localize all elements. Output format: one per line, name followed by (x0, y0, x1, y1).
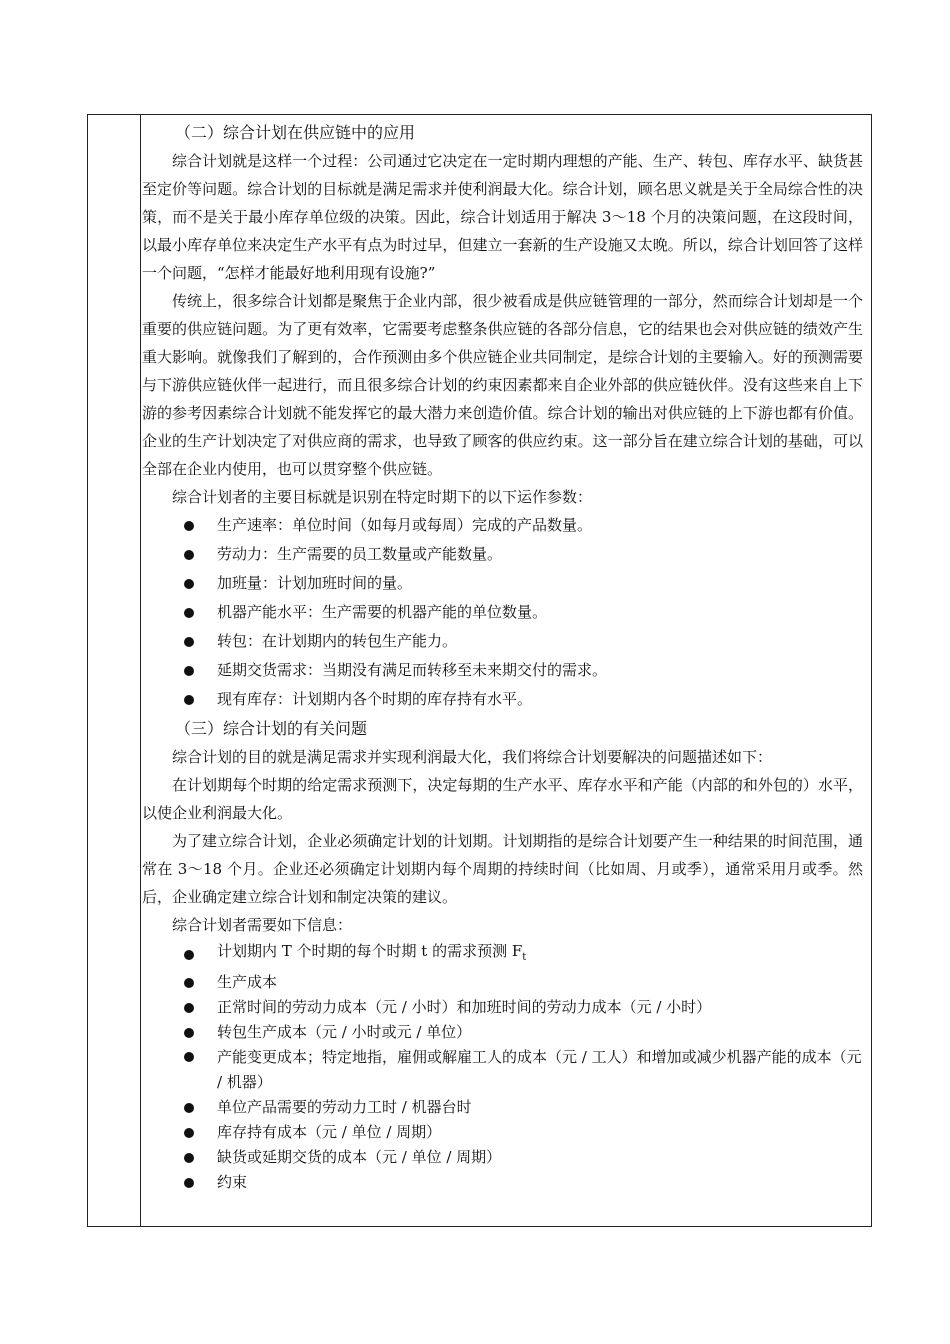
bullet-icon (184, 637, 194, 647)
paragraph: 传统上，很多综合计划都是聚焦于企业内部，很少被看成是供应链管理的一部分，然而综合计划却是一个重要的供应链问题。为了更有效率，它需要考虑整条供应链的各部分信息，它的结果也会对供应链的绩效产生重大影响。就像我们了解到的，合作预测由多个供应链企业共同制定，是综合计划的主要输入。好的预测需要与下游供应链伙伴一起进行，而且很多综合计划的约束因素都来自企业外部的供应链伙伴。没有这些来自上下游的参考因素综合计划就不能发挥它的最大潜力来创造价值。综合计划的输出对供应链的上下游也都有价值。企业的生产计划决定了对供应商的需求，也导致了顾客的供应约束。这一部分旨在建立综合计划的基础，可以全部在企业内使用，也可以贯穿整个供应链。 (142, 292, 863, 478)
paragraph: 为了建立综合计划，企业必须确定计划的计划期。计划期指的是综合计划要产生一种结果的时间范围，通常在 3～18 个月。企业还必须确定计划期内每个周期的持续时间（比如周、月或季），通常采用月或季。然后，企业确定建立综合计划和制定决策的建议。 (142, 832, 863, 906)
paragraph: 综合计划者需要如下信息： (172, 916, 353, 934)
paragraph: 综合计划者的主要目标就是识别在特定时期下的以下运作参数： (172, 488, 593, 506)
list-item: 产能变更成本；特定地指，雇佣或解雇工人的成本（元 / 工人）和增加或减少机器产能的成本（元 / 机器） (142, 1045, 863, 1095)
bullet-icon (184, 1052, 194, 1062)
list-item: 机器产能水平：生产需要的机器产能的单位数量。 (142, 598, 863, 627)
section-heading-3: （三）综合计划的有关问题 (175, 719, 368, 738)
list-item: 约束 (142, 1170, 863, 1195)
paragraph: 在计划期每个时期的给定需求预测下，决定每期的生产水平、库存水平和产能（内部的和外包的）水平，以使企业利润最大化。 (142, 776, 863, 822)
operating-parameters-list (142, 511, 863, 714)
bullet-icon (184, 1178, 194, 1188)
required-information-list (142, 939, 863, 1195)
bullet-icon (184, 550, 194, 560)
list-item: 正常时间的劳动力成本（元 / 小时）和加班时间的劳动力成本（元 / 小时） (142, 995, 863, 1020)
list-item: 缺货或延期交货的成本（元 / 单位 / 周期） (142, 1145, 863, 1170)
bullet-icon (184, 666, 194, 676)
bullet-icon (184, 695, 194, 705)
list-item: 生产速率：单位时间（如每月或每周）完成的产品数量。 (142, 511, 863, 540)
list-item: 库存持有成本（元 / 单位 / 周期） (142, 1120, 863, 1145)
list-item: 加班量：计划加班时间的量。 (142, 569, 863, 598)
bullet-icon (184, 1128, 194, 1138)
bullet-icon (184, 608, 194, 618)
document-table (87, 114, 872, 1227)
table-column-divider (140, 115, 141, 1226)
list-item: 转包：在计划期内的转包生产能力。 (142, 627, 863, 656)
list-item: 生产成本 (142, 970, 863, 995)
bullet-icon (184, 978, 194, 988)
bullet-icon (184, 1103, 194, 1113)
bullet-icon (184, 1028, 194, 1038)
bullet-icon (184, 521, 194, 531)
bullet-icon (184, 1153, 194, 1163)
list-item: 单位产品需要的劳动力工时 / 机器台时 (142, 1095, 863, 1120)
list-item: 转包生产成本（元 / 小时或元 / 单位） (142, 1020, 863, 1045)
list-item: 现有库存：计划期内各个时期的库存持有水平。 (142, 685, 863, 714)
bullet-icon (184, 950, 194, 960)
section-heading-2: （二）综合计划在供应链中的应用 (175, 123, 416, 142)
list-item: 计划期内 T 个时期的每个时期 t 的需求预测 $F_t$ (142, 939, 863, 970)
paragraph: 综合计划的目的就是满足需求并实现利润最大化，我们将综合计划要解决的问题描述如下： (172, 748, 773, 766)
bullet-icon (184, 1003, 194, 1013)
list-item: 延期交货需求：当期没有满足而转移至未来期交付的需求。 (142, 656, 863, 685)
list-item: 劳动力：生产需要的员工数量或产能数量。 (142, 540, 863, 569)
paragraph: 综合计划就是这样一个过程：公司通过它决定在一定时期内理想的产能、生产、转包、库存水平、缺货甚至定价等问题。综合计划的目标就是满足需求并使利润最大化。综合计划，顾名思义就是关于全局综合性的决策，而不是关于最小库存单位级的决策。因此，综合计划适用于解决 3～18 个月的决策问题，在这段时间，以最小库存单位来决定生产水平有点为时过早，但建立一套新的生产设施又太晚。所以，综合计划回答了这样一个问题，“怎样才能最好地利用现有设施?” (142, 152, 863, 282)
bullet-icon (184, 579, 194, 589)
table-content-cell (142, 115, 871, 1226)
